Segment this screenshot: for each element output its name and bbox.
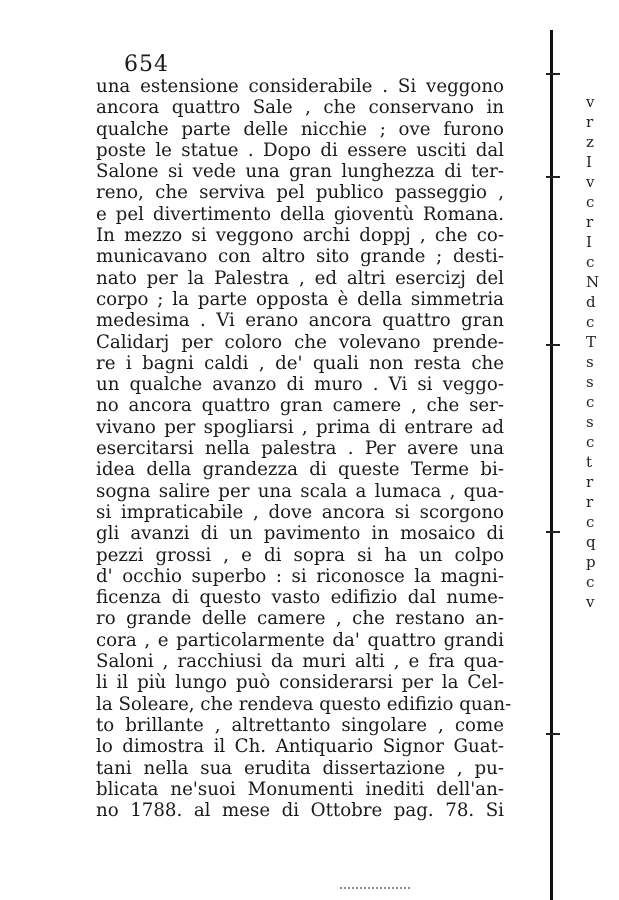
facing-page-glyph: v: [586, 93, 595, 111]
text-line: gli avanzi di un pavimento in mosaico di: [96, 523, 504, 545]
facing-page-glyph: s: [586, 353, 594, 371]
gutter-line: [550, 30, 553, 900]
facing-page-glyph: c: [586, 253, 595, 271]
text-line: tani nella sua erudita dissertazione , pu-: [96, 757, 504, 779]
page-number: 654: [124, 52, 169, 77]
text-line: ro grande delle camere , che restano an-: [96, 608, 504, 630]
text-line: Salone si vede una gran lunghezza di ter-: [96, 161, 504, 183]
facing-page-glyph: I: [586, 153, 592, 171]
text-line: corpo ; la parte opposta è della simmetria: [96, 288, 504, 310]
facing-page-glyph: c: [586, 573, 595, 591]
ink-smudge: [340, 883, 410, 889]
text-line: Calidarj per coloro che volevano prende-: [96, 331, 504, 353]
text-line: cora , e particolarmente da' quattro grandi: [96, 629, 504, 651]
text-line: esercitarsi nella palestra . Per avere una: [96, 438, 504, 460]
body-text: [96, 76, 512, 822]
facing-page-glyph: c: [586, 313, 595, 331]
text-line: pezzi grossi , e di sopra si ha un colpo: [96, 544, 504, 566]
facing-page-glyph: v: [586, 173, 595, 191]
text-line: poste le statue . Dopo di essere usciti dal: [96, 139, 504, 161]
facing-page-glyph: r: [586, 473, 594, 491]
facing-page-glyph: r: [586, 493, 594, 511]
text-line: sogna salire per una scala a lumaca , qua-: [96, 480, 504, 502]
facing-page-glyph: c: [586, 513, 595, 531]
text-line: Saloni , racchiusi da muri alti , e fra qua-: [96, 651, 504, 673]
text-line: blicata ne'suoi Monumenti inediti dell'an-: [96, 778, 504, 800]
text-line: qualche parte delle nicchie ; ove furono: [96, 118, 504, 140]
facing-page-glyph: s: [586, 413, 594, 431]
text-line: li il più lungo può considerarsi per la Cel-: [96, 672, 504, 694]
facing-page-edge: [586, 92, 619, 612]
text-line: d' occhio superbo : si riconosce la magni-: [96, 565, 504, 587]
text-line: reno, che serviva pel publico passeggio ,: [96, 182, 504, 204]
text-line: vivano per spogliarsi , prima di entrare ad: [96, 416, 504, 438]
text-line: re i bagni caldi , de' quali non resta che: [96, 352, 504, 374]
facing-page-glyph: q: [586, 533, 596, 551]
text-line: no 1788. al mese di Ottobre pag. 78. Si: [96, 800, 504, 822]
text-line: una estensione considerabile . Si veggono: [96, 76, 504, 97]
facing-page-glyph: r: [586, 113, 594, 131]
text-line: nato per la Palestra , ed altri esercizj del: [96, 267, 504, 289]
facing-page-glyph: c: [586, 393, 595, 411]
text-line: un qualche avanzo di muro . Vi si veggo-: [96, 374, 504, 396]
gutter-mark: [546, 733, 560, 735]
facing-page-glyph: d: [586, 293, 596, 311]
facing-page-glyph: c: [586, 433, 595, 451]
facing-page-glyph: T: [586, 333, 597, 351]
facing-page-glyph: r: [586, 213, 594, 231]
facing-page-glyph: t: [586, 453, 593, 471]
text-line: In mezzo si veggono archi doppj , che co-: [96, 225, 504, 247]
gutter-mark: [546, 176, 560, 178]
text-line: medesima . Vi erano ancora quattro gran: [96, 310, 504, 332]
facing-page-glyph: z: [586, 133, 594, 151]
facing-page-glyph: c: [586, 193, 595, 211]
gutter-mark: [546, 344, 560, 346]
text-line: municavano con altro sito grande ; desti-: [96, 246, 504, 268]
gutter-mark: [546, 73, 560, 75]
text-line: lo dimostra il Ch. Antiquario Signor Guat-: [96, 736, 504, 758]
text-line: ficenza di questo vasto edifizio dal nume-: [96, 587, 504, 609]
facing-page-glyph: p: [586, 553, 596, 571]
facing-page-glyph: I: [586, 233, 592, 251]
facing-page-glyph: s: [586, 373, 594, 391]
text-line: ancora quattro Sale , che conservano in: [96, 97, 504, 119]
text-line: la Soleare, che rendeva questo edifizio quan-: [96, 693, 512, 715]
gutter-mark: [546, 531, 560, 533]
text-line: e pel divertimento della gioventù Romana.: [96, 203, 504, 225]
text-line: idea della grandezza di queste Terme bi-: [96, 459, 504, 481]
text-line: no ancora quattro gran camere , che ser-: [96, 395, 504, 417]
text-line: to brillante , altrettanto singolare , come: [96, 714, 504, 736]
facing-page-glyph: v: [586, 593, 595, 611]
text-line: si impraticabile , dove ancora si scorgono: [96, 501, 504, 523]
facing-page-glyph: N: [586, 273, 600, 291]
